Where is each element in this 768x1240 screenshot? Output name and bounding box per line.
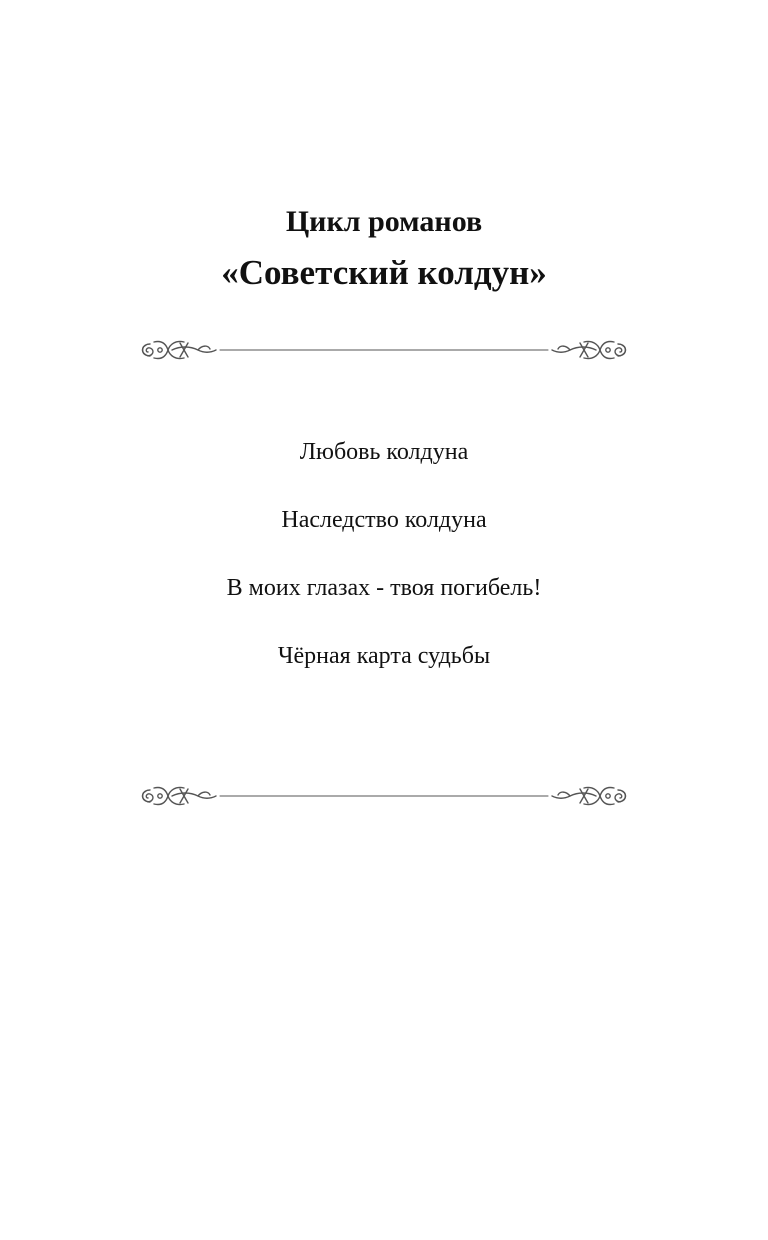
bottom-divider [136, 776, 632, 816]
book-title: Чёрная карта судьбы [277, 643, 491, 669]
series-heading [0, 200, 768, 298]
book-title: Любовь колдуна [299, 439, 469, 465]
book-list [0, 434, 768, 706]
book-title: Наследство колдуна [281, 507, 487, 533]
top-divider [136, 330, 632, 370]
series-name: «Советский колдун» [221, 253, 547, 292]
flourish-divider-icon [136, 330, 632, 370]
book-title: В моих глазах - твоя погибель! [226, 575, 542, 601]
series-label: Цикл романов [285, 205, 483, 238]
flourish-divider-icon [136, 776, 632, 816]
